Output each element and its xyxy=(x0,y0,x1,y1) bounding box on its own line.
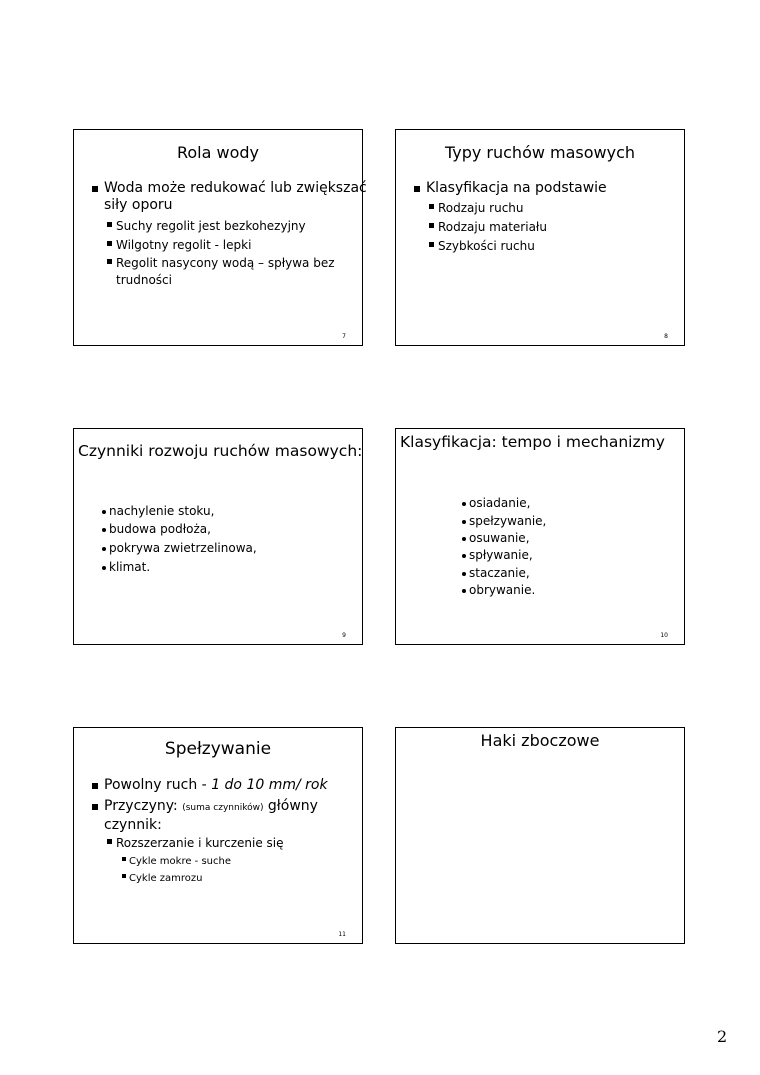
slide-haki-zboczowe xyxy=(395,727,685,944)
square-bullet-icon xyxy=(414,186,420,192)
bullet-item: spływanie, xyxy=(462,547,533,564)
square-bullet-icon xyxy=(92,783,98,789)
bullet-item: Powolny ruch - 1 do 10 mm/ rok xyxy=(92,777,328,794)
slide-number: 9 xyxy=(342,632,346,639)
slide-klasyfikacja xyxy=(395,428,685,645)
square-bullet-icon xyxy=(429,242,434,247)
sub-bullet-item: Szybkości ruchu xyxy=(429,238,535,255)
bullet-item: Klasyfikacja na podstawie xyxy=(414,180,607,197)
dot-bullet-icon xyxy=(102,547,106,551)
slide-typy-ruchow xyxy=(395,129,685,346)
dot-bullet-icon xyxy=(462,589,466,593)
slide-title: Czynniki rozwoju ruchów masowych: xyxy=(78,442,363,460)
bullet-item: budowa podłoża, xyxy=(102,521,211,538)
slide-title: Typy ruchów masowych xyxy=(444,143,636,162)
bullet-item: klimat. xyxy=(102,559,150,576)
square-bullet-icon xyxy=(107,839,112,844)
page-number: 2 xyxy=(717,1027,728,1046)
bullet-item: Woda może redukować lub zwiększać siły oporu xyxy=(92,180,367,214)
dot-bullet-icon xyxy=(102,566,106,570)
square-bullet-icon xyxy=(92,804,98,810)
sub-bullet-item: Rozszerzanie i kurczenie się xyxy=(107,835,283,852)
dot-bullet-icon xyxy=(462,520,466,524)
slide-spelzywanie xyxy=(73,727,363,944)
dot-bullet-icon xyxy=(462,554,466,558)
bullet-item: pokrywa zwietrzelinowa, xyxy=(102,540,257,557)
bullet-item: osiadanie, xyxy=(462,495,530,512)
square-bullet-icon xyxy=(107,259,112,264)
slide-title: Klasyfikacja: tempo i mechanizmy xyxy=(400,433,665,451)
slide-rola-wody xyxy=(73,129,367,346)
slide-title: Haki zboczowe xyxy=(480,731,600,750)
slide-title: Rola wody xyxy=(176,143,260,162)
square-bullet-icon xyxy=(92,186,98,192)
square-bullet-icon xyxy=(107,241,112,246)
sub-bullet-item: Rodzaju materiału xyxy=(429,219,547,236)
bullet-item: staczanie, xyxy=(462,565,530,582)
slide-czynniki xyxy=(73,428,363,645)
bullet-item: nachylenie stoku, xyxy=(102,503,214,520)
dot-bullet-icon xyxy=(462,572,466,576)
slide-title: Spełzywanie xyxy=(164,739,272,759)
dot-bullet-icon xyxy=(102,510,106,514)
sub-sub-bullet-item: Cykle mokre - suche xyxy=(122,854,231,870)
slide-number: 8 xyxy=(664,333,668,340)
square-bullet-icon xyxy=(107,222,112,227)
slide-number: 11 xyxy=(338,931,346,938)
sub-bullet-item: Rodzaju ruchu xyxy=(429,200,524,217)
slide-number: 10 xyxy=(660,632,668,639)
square-bullet-icon xyxy=(429,223,434,228)
square-bullet-icon xyxy=(122,874,126,878)
sub-sub-bullet-item: Cykle zamrozu xyxy=(122,871,203,887)
square-bullet-icon xyxy=(429,204,434,209)
dot-bullet-icon xyxy=(462,502,466,506)
sub-bullet-item: Wilgotny regolit - lepki xyxy=(107,237,251,254)
slide-number: 7 xyxy=(342,333,346,340)
square-bullet-icon xyxy=(122,857,126,861)
bullet-item: spełzywanie, xyxy=(462,513,546,530)
bullet-item: Przyczyny: (suma czynników) główny czynnik: xyxy=(92,798,318,834)
sub-bullet-item: Suchy regolit jest bezkohezyjny xyxy=(107,218,306,235)
dot-bullet-icon xyxy=(102,528,106,532)
bullet-item: osuwanie, xyxy=(462,530,530,547)
sub-bullet-item: Regolit nasycony wodą – spływa bez trudności xyxy=(107,255,335,289)
bullet-item: obrywanie. xyxy=(462,582,535,599)
dot-bullet-icon xyxy=(462,537,466,541)
